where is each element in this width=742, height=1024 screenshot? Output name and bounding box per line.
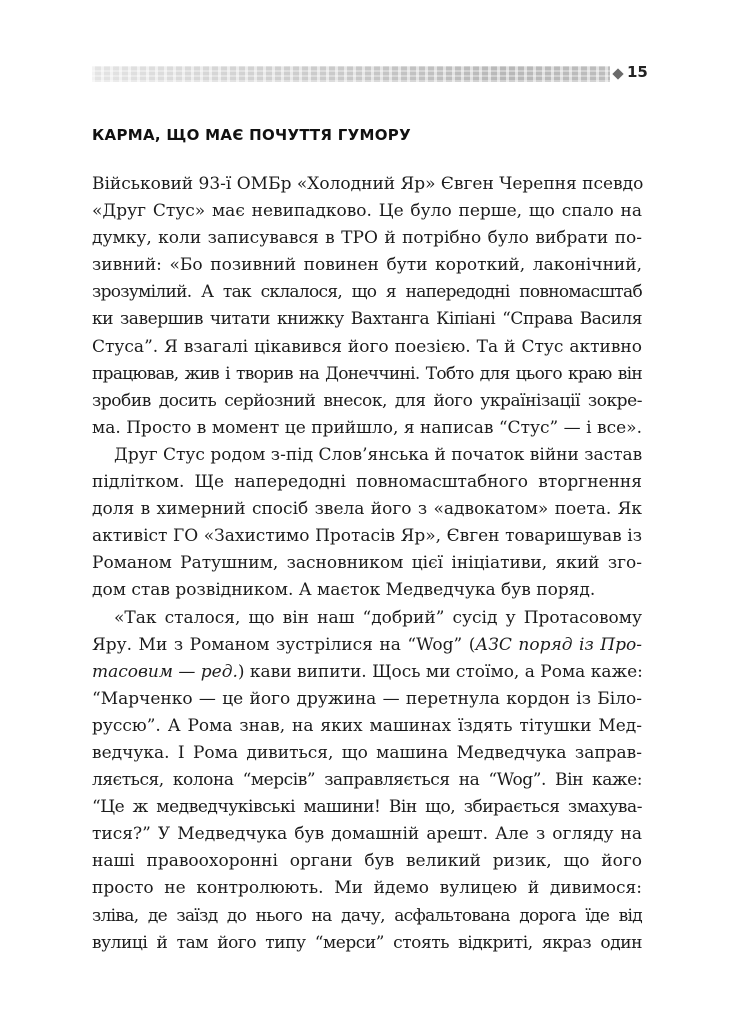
text-line: зліва, де заїзд до нього на дачу, асфальтована дорога їде від	[92, 905, 642, 926]
text-run: Яру. Ми з Романом зустрілися на “Wog” (	[92, 634, 476, 655]
text-line: вулиці й там його типу “мерси” стоять відкриті, якраз один	[92, 932, 642, 953]
text-line: зробив досить серйозний внесок, для його українізації зокре-	[92, 390, 642, 411]
text-run: ) кави випити. Щось ми стоїмо, а Рома каже:	[237, 661, 643, 682]
editor-note: АЗС поряд із Про-	[475, 634, 642, 655]
text-line: просто не контролюють. Ми йдемо вулицею й дивимося:	[92, 878, 642, 899]
text-line: дом став розвідником. А маєток Медведчука був поряд.	[92, 580, 596, 601]
editor-note: тасовим — ред.	[92, 661, 238, 682]
text-line: наші правоохоронні органи був великий ризик, що його	[92, 851, 642, 872]
text-line: ма. Просто в момент це прийшло, я написав “Стус” — і все».	[92, 417, 642, 438]
text-line: ляється, колона “мерсів” заправляється на “Wog”. Він каже:	[92, 770, 642, 791]
page-number: 15	[627, 63, 648, 81]
section-title: КАРМА, ЩО МАЄ ПОЧУТТЯ ГУМОРУ	[92, 126, 411, 144]
text-line: доля в химерний спосіб звела його з «адвокатом» поета. Як	[92, 499, 642, 520]
text-line: підлітком. Ще напередодні повномасштабного вторгнення	[92, 472, 642, 493]
text-line	[92, 659, 642, 686]
text-line	[92, 632, 642, 659]
text-line: думку, коли записувався в ТРО й потрібно було вибрати по-	[92, 228, 642, 249]
text-line: “Це ж медведчуківські машини! Він що, збирається змахува-	[92, 797, 642, 818]
text-line: тися?” У Медведчука був домашній арешт. Але з огляду на	[92, 824, 642, 845]
text-line: зрозумілий. А так склалося, що я напередодні повномасштаб	[92, 282, 642, 303]
text-line: зивний: «Бо позивний повинен бути короткий, лаконічний,	[92, 255, 642, 276]
text-line: активіст ГО «Захистимо Протасів Яр», Євген товаришував із	[92, 526, 642, 547]
text-line: руссю”. А Рома знав, на яких машинах їздять тітушки Мед-	[92, 715, 642, 736]
text-line: Стуса”. Я взагалі цікавився його поезією. Та й Стус активно	[92, 336, 642, 357]
text-line: ведчука. І Рома дивиться, що машина Медведчука заправ-	[92, 742, 642, 763]
body-text	[92, 171, 642, 957]
header-rule	[92, 66, 610, 82]
text-line: Друг Стус родом з-під Слов’янська й початок війни застав	[114, 444, 643, 465]
text-line: ки завершив читати книжку Вахтанга Кіпіані “Справа Василя	[92, 309, 642, 330]
text-line: “Марченко — це його дружина — перетнула кордон із Біло-	[92, 688, 642, 709]
text-line: Військовий 93-ї ОМБр «Холодний Яр» Євген Черепня псевдо	[92, 174, 644, 194]
text-line: працював, жив і творив на Донеччині. Тобто для цього краю він	[92, 363, 642, 384]
text-line: Романом Ратушним, засновником цієї ініціативи, який зго-	[92, 553, 642, 574]
text-line: «Друг Стус» має невипадково. Це було перше, що спало на	[92, 201, 642, 222]
text-line: «Так сталося, що він наш “добрий” сусід у Протасовому	[114, 607, 642, 628]
diamond-icon	[612, 68, 623, 79]
